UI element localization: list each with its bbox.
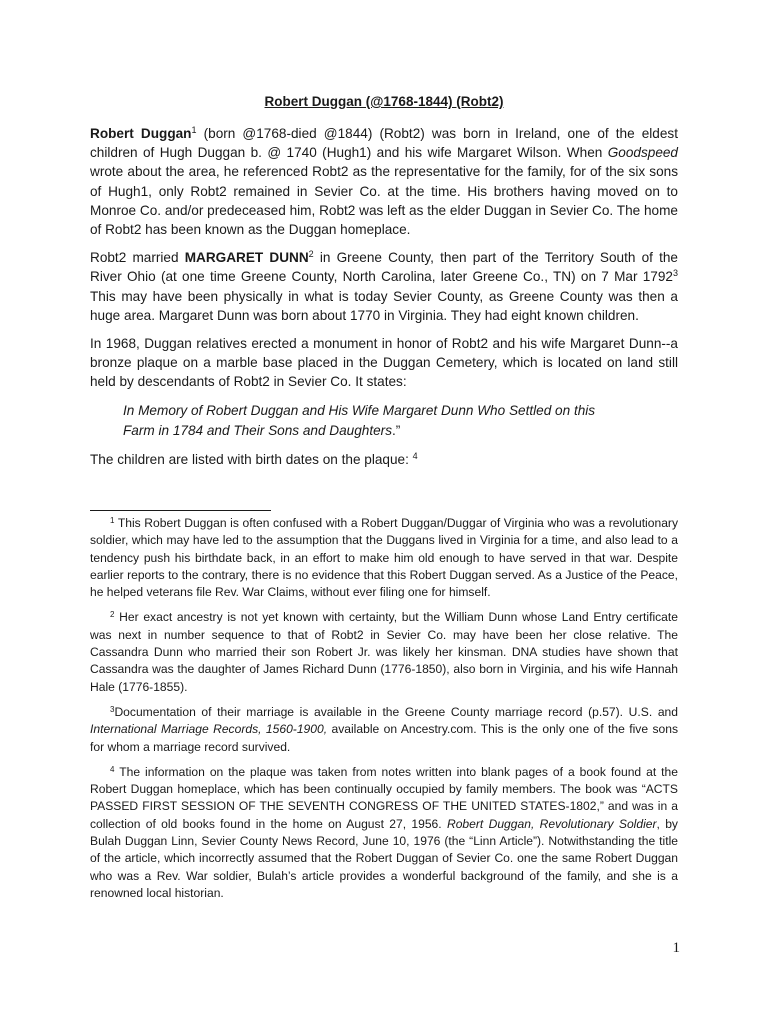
footnote-ref-3[interactable]: 3 xyxy=(672,268,678,279)
spouse-name: MARGARET DUNN xyxy=(184,250,309,266)
paragraph-children: The children are listed with birth dates on the plaque: $^4$ xyxy=(90,450,418,467)
footnotes-section xyxy=(90,515,678,910)
paragraph-marriage: Robt2 married MARGARET DUNN$^2$ in Greene County, then part of the Territory South of the River Ohio (at one time Greene County, North Carolina, later Greene Co., TN) on 7 Mar 1792$^3$ This may have been physically in what is today Sevier County, as Greene County was then a huge area. Margaret Dunn was born about 1770 in Virginia. They had eight known children. xyxy=(90,249,678,323)
subject-name: Robert Duggan xyxy=(90,126,192,141)
page-number: 1 xyxy=(672,940,680,956)
footnote-ref-1[interactable]: 1 xyxy=(191,125,197,135)
footnote-divider xyxy=(90,510,271,511)
paragraph-intro: Robert Duggan$^1$ (born @1768-died @1844) (Robt2) was born in Ireland, one of the eldest children of Hugh Duggan b. @ 1740 (Hugh1) and his wife Margaret Wilson. When Goodspeed wrote about the area, he referenced Robt2 as the representative for the family, for of the six sons of Hugh1, only Robt2 remained in Sevier Co. at the time. His brothers having moved on to Monroe Co. and/or predeceased him, Robt2 was left as the elder Duggan in Sevier Co. The home of Robt2 has been known as the Duggan homeplace. xyxy=(90,125,679,238)
document-body xyxy=(90,92,678,478)
footnote-3: $^3$Documentation of their marriage is available in the Greene County marriage record (p.57). U.S. and International Marriage Records, 1560-1900, available on Ancestry.com. This is the only one of the five sons for whom a marriage record survived. xyxy=(90,704,679,754)
plaque-quote: In Memory of Robert Duggan and His Wife Margaret Dunn Who Settled on this Farm in 1784 and Their Sons and Daughters.” xyxy=(123,402,596,438)
footnote-1: $^1$ This Robert Duggan is often confused with a Robert Duggan/Duggar of Virginia who was a revolutionary soldier, which may have led to the assumption that the Duggans lived in Virginia for a time, and also lead to a tendency push his birthdate back, in an effort to make him old enough to have served in that war. Despite earlier reports to the contrary, there is no evidence that this Robert Duggan served. As a Justice of the Peace, he helped veterans file Rev. War Claims, without ever filing one for himself. xyxy=(90,516,678,600)
footnote-4: $^4$ The information on the plaque was taken from notes written into blank pages of a book found at the Robert Duggan homeplace, which has been continually occupied by family members. The book was “ACTS PASSED FIRST SESSION OF THE SEVENTH CONGRESS OF THE UNITED STATES-1802,” and was in a collection of old books found in the home on August 27, 1956. Robert Duggan, Revolutionary Soldier, by Bulah Duggan Linn, Sevier County News Record, June 10, 1976 (the “Linn Article”). Notwithstanding the title of the article, which incorrectly assumed that the Robert Duggan of Sevier Co. one the same Robert Duggan who was a Rev. War soldier, Bulah’s article provides a wonderful background of the family, and she is a renowned local historian. xyxy=(90,764,678,900)
paragraph-monument: In 1968, Duggan relatives erected a monument in honor of Robt2 and his wife Margaret Dunn--a bronze plaque on a marble base placed in the Duggan Cemetery, which is located on land still held by descendants of Robt2 in Sevier Co. It states: xyxy=(90,336,678,390)
footnote-ref-2[interactable]: 2 xyxy=(308,249,314,260)
goodspeed-reference: Goodspeed xyxy=(607,145,678,161)
footnote-2: $^2$ Her exact ancestry is not yet known with certainty, but the William Dunn whose Land Entry certificate was next in number sequence to that of Robt2 in Sevier Co. may have been her close relative. The Cassandra Dunn who married their son Robert Jr. was likely her kinsman. DNA studies have shown that Cassandra was the daughter of James Richard Dunn (1776-1850), also born in Virginia, and his wife Hannah Hale (1776-1855). xyxy=(90,610,678,694)
document-title: Robert Duggan (@1768-1844) (Robt2) xyxy=(264,94,504,109)
footnote-ref-4[interactable]: 4 xyxy=(412,450,418,461)
